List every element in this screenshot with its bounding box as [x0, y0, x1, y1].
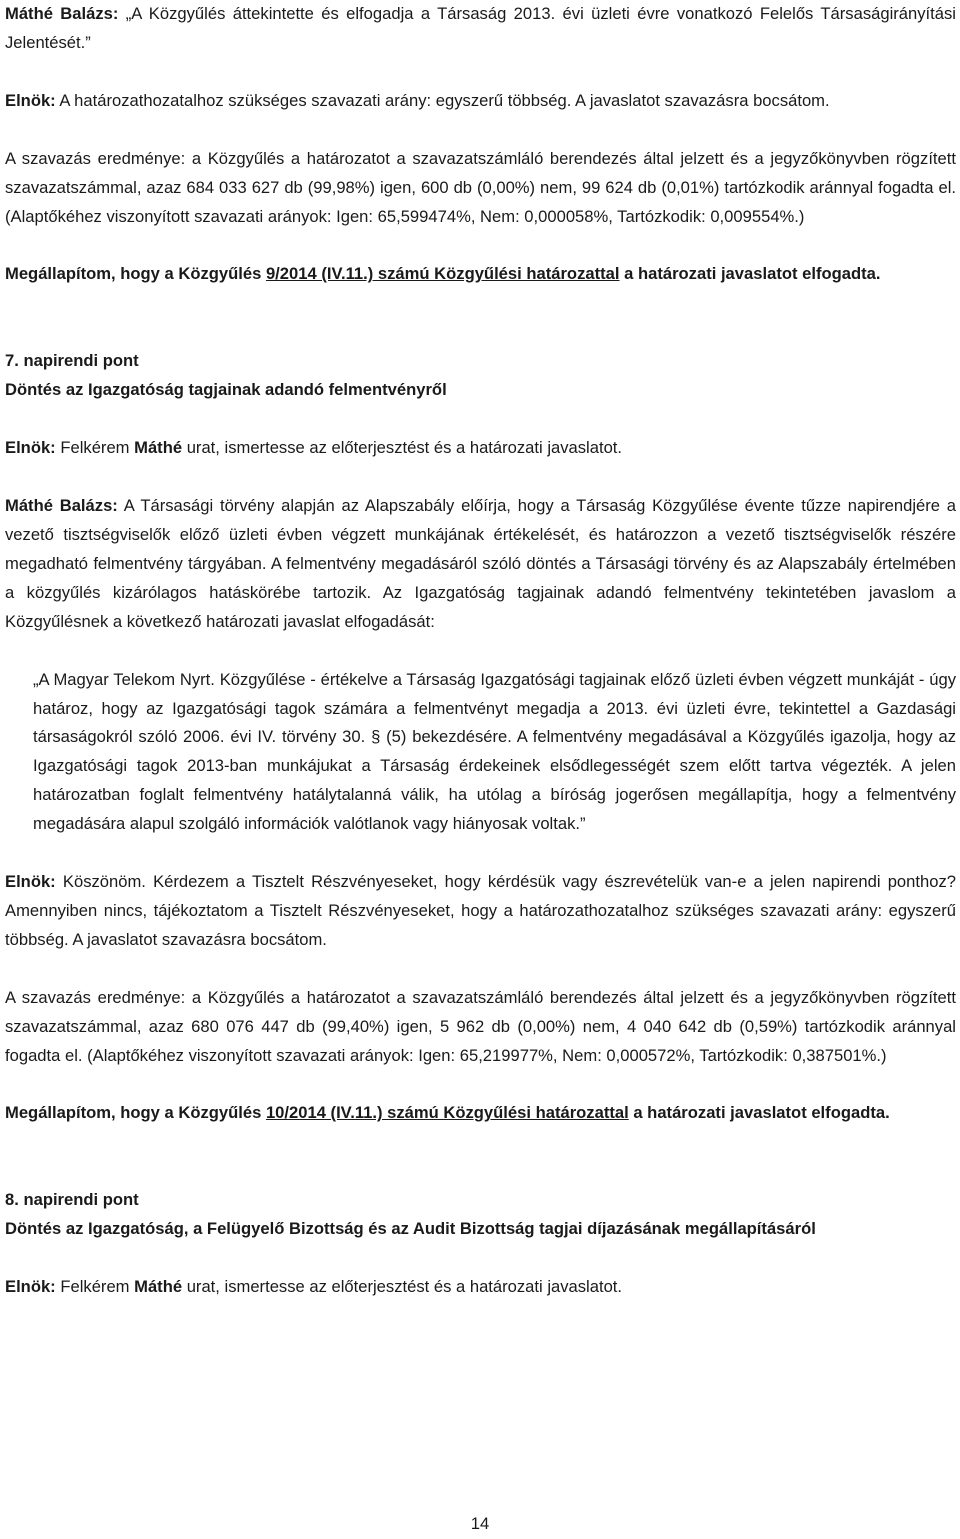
resolution-paragraph: [5, 1099, 956, 1128]
resolution-prefix: Megállapítom, hogy a Közgyűlés: [5, 1103, 262, 1123]
resolution-suffix: a határozati javaslatot elfogadta.: [633, 1103, 890, 1123]
agenda-title: Döntés az Igazgatóság, a Felügyelő Bizottság és az Audit Bizottság tagjai díjazásának megállapításáról: [5, 1219, 816, 1239]
vote-result-paragraph: A szavazás eredménye: a Közgyűlés a határozatot a szavazatszámláló berendezés által jelzett és a jegyzőkönyvben rögzített szavazatszámmal, azaz 680 076 447 db (99,40%) igen, 5 962 db (0,00%) nem, 4 040 642 db (0,59%) tartózkodik aránnyal fogadta el. (Alaptőkéhez viszonyított szavazati arányok: Igen: 65,219977%, Nem: 0,000572%, Tartózkodik: 0,387501%.): [5, 987, 956, 1065]
agenda-title-line: [5, 376, 956, 405]
resolution-prefix: Megállapítom, hogy a Közgyűlés: [5, 264, 262, 284]
resolution-quote: „A Magyar Telekom Nyrt. Közgyűlése - értékelve a Társaság Igazgatósági tagjainak előző üzleti évben végzett munkáját - úgy határoz, hogy az Igazgatósági tagok számára a felmentvényt megadja a 2013. évi üzleti évre, tekintettel a Gazdasági társaságokról szóló 2006. évi IV. törvény 30. § (5) bekezdésére. A felmentvény megadásával a Közgyűlés igazolja, hogy az Igazgatósági tagok 2013-ban munkájukat a Társaság érdekeinek elsődlegességét szem előtt tartva végezték. A jelen határozatban foglalt felmentvény hatálytalanná válik, ha utólag a bíróság jogerősen megállapítja, hogy a felmentvény megadására alapul szolgáló információk valótlanok vagy hiányosak voltak.”: [33, 669, 956, 834]
resolution-paragraph: [5, 260, 956, 289]
statement-text: A határozathozatalhoz szükséges szavazati arány: egyszerű többség. A javaslatot szavazásra bocsátom.: [59, 90, 830, 110]
mathe-statement-paragraph: [5, 0, 956, 58]
speaker-label: Elnök:: [5, 1277, 56, 1297]
request-text: urat, ismertesse az előterjesztést és a határozati javaslatot.: [186, 438, 623, 458]
agenda-heading: [5, 347, 956, 376]
elnok-statement-paragraph: [5, 87, 956, 116]
elnok-request-paragraph: [5, 434, 956, 463]
resolution-reference: 10/2014 (IV.11.) számú Közgyűlési határozattal: [265, 1103, 629, 1123]
resolution-reference: 9/2014 (IV.11.) számú Közgyűlési határozattal: [265, 264, 620, 284]
speaker-label: Elnök:: [5, 438, 56, 458]
person-name: Máthé: [134, 438, 183, 458]
statement-text: Köszönöm. Kérdezem a Tisztelt Részvényeseket, hogy kérdésük vagy észrevételük van-e a jelen napirendi ponthoz? Amennyiben nincs, tájékoztatom a Tisztelt Részvényeseket, hogy a határozathozatalhoz szükséges szavazati arány: egyszerű többség. A javaslatot szavazásra bocsátom.: [5, 872, 956, 949]
document-page: [5, 0, 956, 1302]
resolution-suffix: a határozati javaslatot elfogadta.: [624, 264, 881, 284]
request-text: Felkérem: [60, 438, 130, 458]
mathe-proposal-paragraph: [5, 492, 956, 637]
agenda-title-line: [5, 1215, 956, 1244]
speaker-label: Elnök:: [5, 872, 56, 892]
request-text: Felkérem: [60, 1277, 130, 1297]
agenda-heading: [5, 1186, 956, 1215]
page-number: 14: [470, 1514, 490, 1533]
person-name: Máthé: [134, 1277, 183, 1297]
statement-text: A Társasági törvény alapján az Alapszabály előírja, hogy a Társaság Közgyűlése évente tűzze napirendjére a vezető tisztségviselők előző üzleti évben végzett munkájának értékelését, és határozzon a vezető tisztségviselők részére megadható felmentvény tárgyában. A felmentvény megadásáról szóló döntés a Társasági törvény és az Alapszabály értelmében a közgyűlés kizárólagos hatáskörébe tartozik. Az Igazgatóság tagjainak adandó felmentvény tekintetében javaslom a Közgyűlésnek a következő határozati javaslat elfogadását:: [5, 496, 956, 631]
vote-result-paragraph: A szavazás eredménye: a Közgyűlés a határozatot a szavazatszámláló berendezés által jelzett és a jegyzőkönyvben rögzített szavazatszámmal, azaz 684 033 627 db (99,98%) igen, 600 db (0,00%) nem, 99 624 db (0,01%) tartózkodik aránnyal fogadta el. (Alaptőkéhez viszonyított szavazati arányok: Igen: 65,599474%, Nem: 0,000058%, Tartózkodik: 0,009554%.): [5, 148, 956, 226]
elnok-request-paragraph: [5, 1273, 956, 1302]
agenda-title: Döntés az Igazgatóság tagjainak adandó felmentvényről: [5, 380, 447, 400]
agenda-number: 8. napirendi pont: [5, 1190, 139, 1210]
speaker-label: Máthé Balázs:: [5, 496, 118, 516]
speaker-label: Elnök:: [5, 90, 56, 110]
elnok-question-paragraph: [5, 868, 956, 955]
statement-text: „A Közgyűlés áttekintette és elfogadja a Társaság 2013. évi üzleti évre vonatkozó Felelős Társaságirányítási Jelentését.”: [5, 4, 956, 52]
agenda-number: 7. napirendi pont: [5, 351, 139, 371]
speaker-label: Máthé Balázs:: [5, 4, 119, 23]
request-text: urat, ismertesse az előterjesztést és a határozati javaslatot.: [186, 1277, 623, 1297]
